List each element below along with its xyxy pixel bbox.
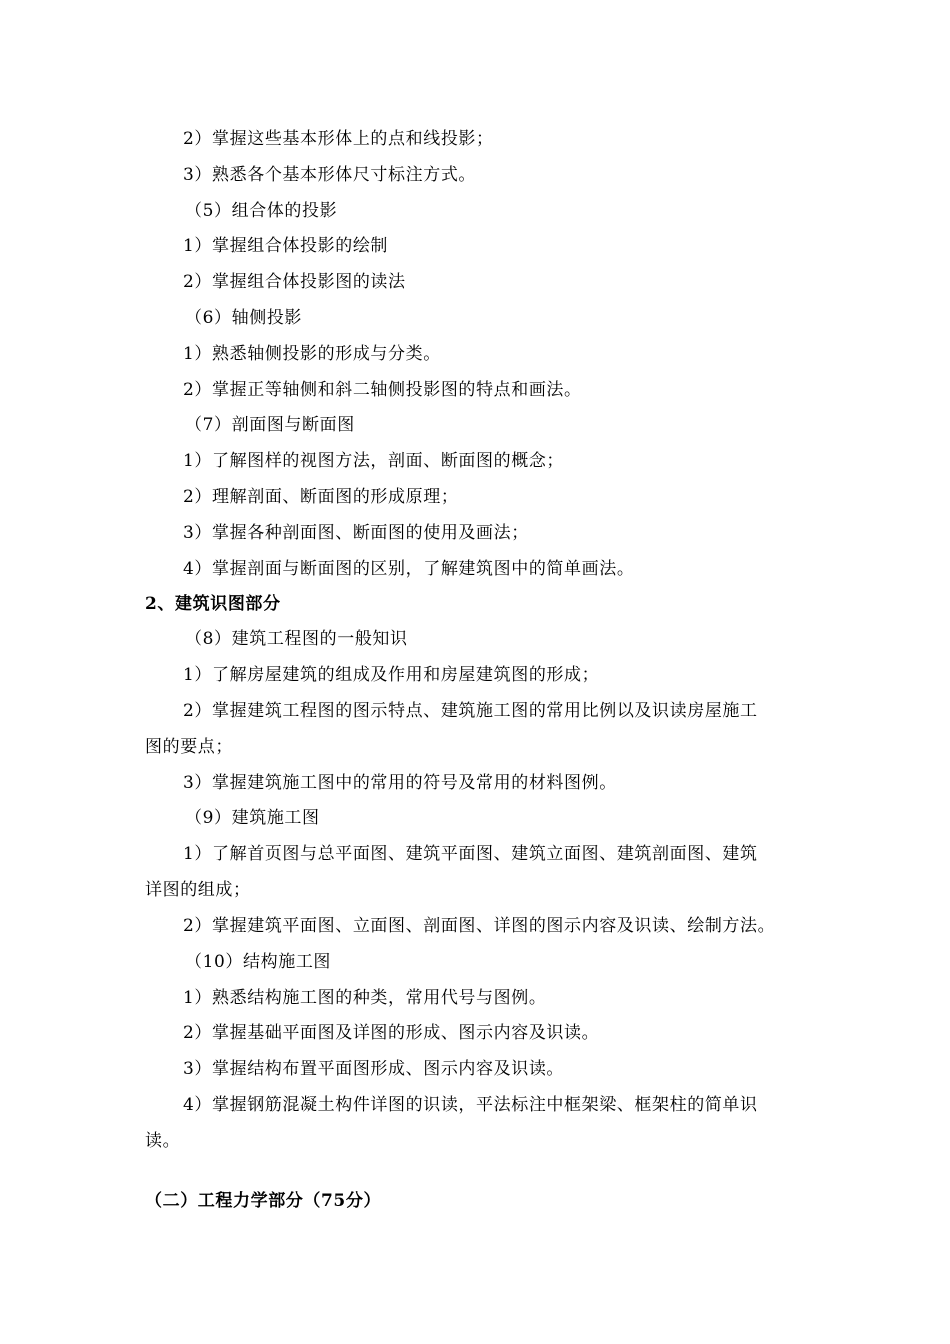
text-line: 2）掌握这些基本形体上的点和线投影； [183, 129, 494, 149]
text-line: 详图的组成； [145, 880, 251, 900]
text-line: 4）掌握钢筋混凝土构件详图的识读，平法标注中框架梁、框架柱的简单识 [183, 1095, 758, 1115]
text-line: 2）掌握基础平面图及详图的形成、图示内容及识读。 [183, 1023, 600, 1043]
subsection-heading: （9）建筑施工图 [185, 808, 320, 828]
text-line: 3）掌握结构布置平面图形成、图示内容及识读。 [183, 1059, 565, 1079]
text-line: 1）熟悉结构施工图的种类，常用代号与图例。 [183, 988, 547, 1008]
text-line: 4）掌握剖面与断面图的区别，了解建筑图中的简单画法。 [183, 559, 635, 579]
text-line: 3）熟悉各个基本形体尺寸标注方式。 [183, 165, 477, 185]
text-line: 1）掌握组合体投影的绘制 [183, 236, 389, 256]
text-line: 3）掌握建筑施工图中的常用的符号及常用的材料图例。 [183, 773, 617, 793]
section-heading: 2、建筑识图部分 [145, 594, 281, 614]
subsection-heading: （5）组合体的投影 [185, 201, 338, 221]
subsection-heading: （7）剖面图与断面图 [185, 415, 355, 435]
text-line: 1）熟悉轴侧投影的形成与分类。 [183, 344, 441, 364]
text-line: 2）理解剖面、断面图的形成原理； [183, 487, 459, 507]
text-line: 2）掌握组合体投影图的读法 [183, 272, 406, 292]
text-line: 图的要点； [145, 737, 233, 757]
text-line: 2）掌握正等轴侧和斜二轴侧投影图的特点和画法。 [183, 380, 582, 400]
text-line: 读。 [145, 1131, 181, 1151]
subsection-heading: （10）结构施工图 [185, 952, 332, 972]
text-line: 1）了解首页图与总平面图、建筑平面图、建筑立面图、建筑剖面图、建筑 [183, 844, 758, 864]
section-heading: （二）工程力学部分（75分） [145, 1191, 382, 1211]
text-line: 1）了解房屋建筑的组成及作用和房屋建筑图的形成； [183, 665, 600, 685]
text-line: 2）掌握建筑工程图的图示特点、建筑施工图的常用比例以及识读房屋施工 [183, 701, 758, 721]
subsection-heading: （8）建筑工程图的一般知识 [185, 629, 408, 649]
text-line: 2）掌握建筑平面图、立面图、剖面图、详图的图示内容及识读、绘制方法。 [183, 916, 776, 936]
text-line: 3）掌握各种剖面图、断面图的使用及画法； [183, 523, 529, 543]
text-line: 1）了解图样的视图方法，剖面、断面图的概念； [183, 451, 565, 471]
subsection-heading: （6）轴侧投影 [185, 308, 303, 328]
